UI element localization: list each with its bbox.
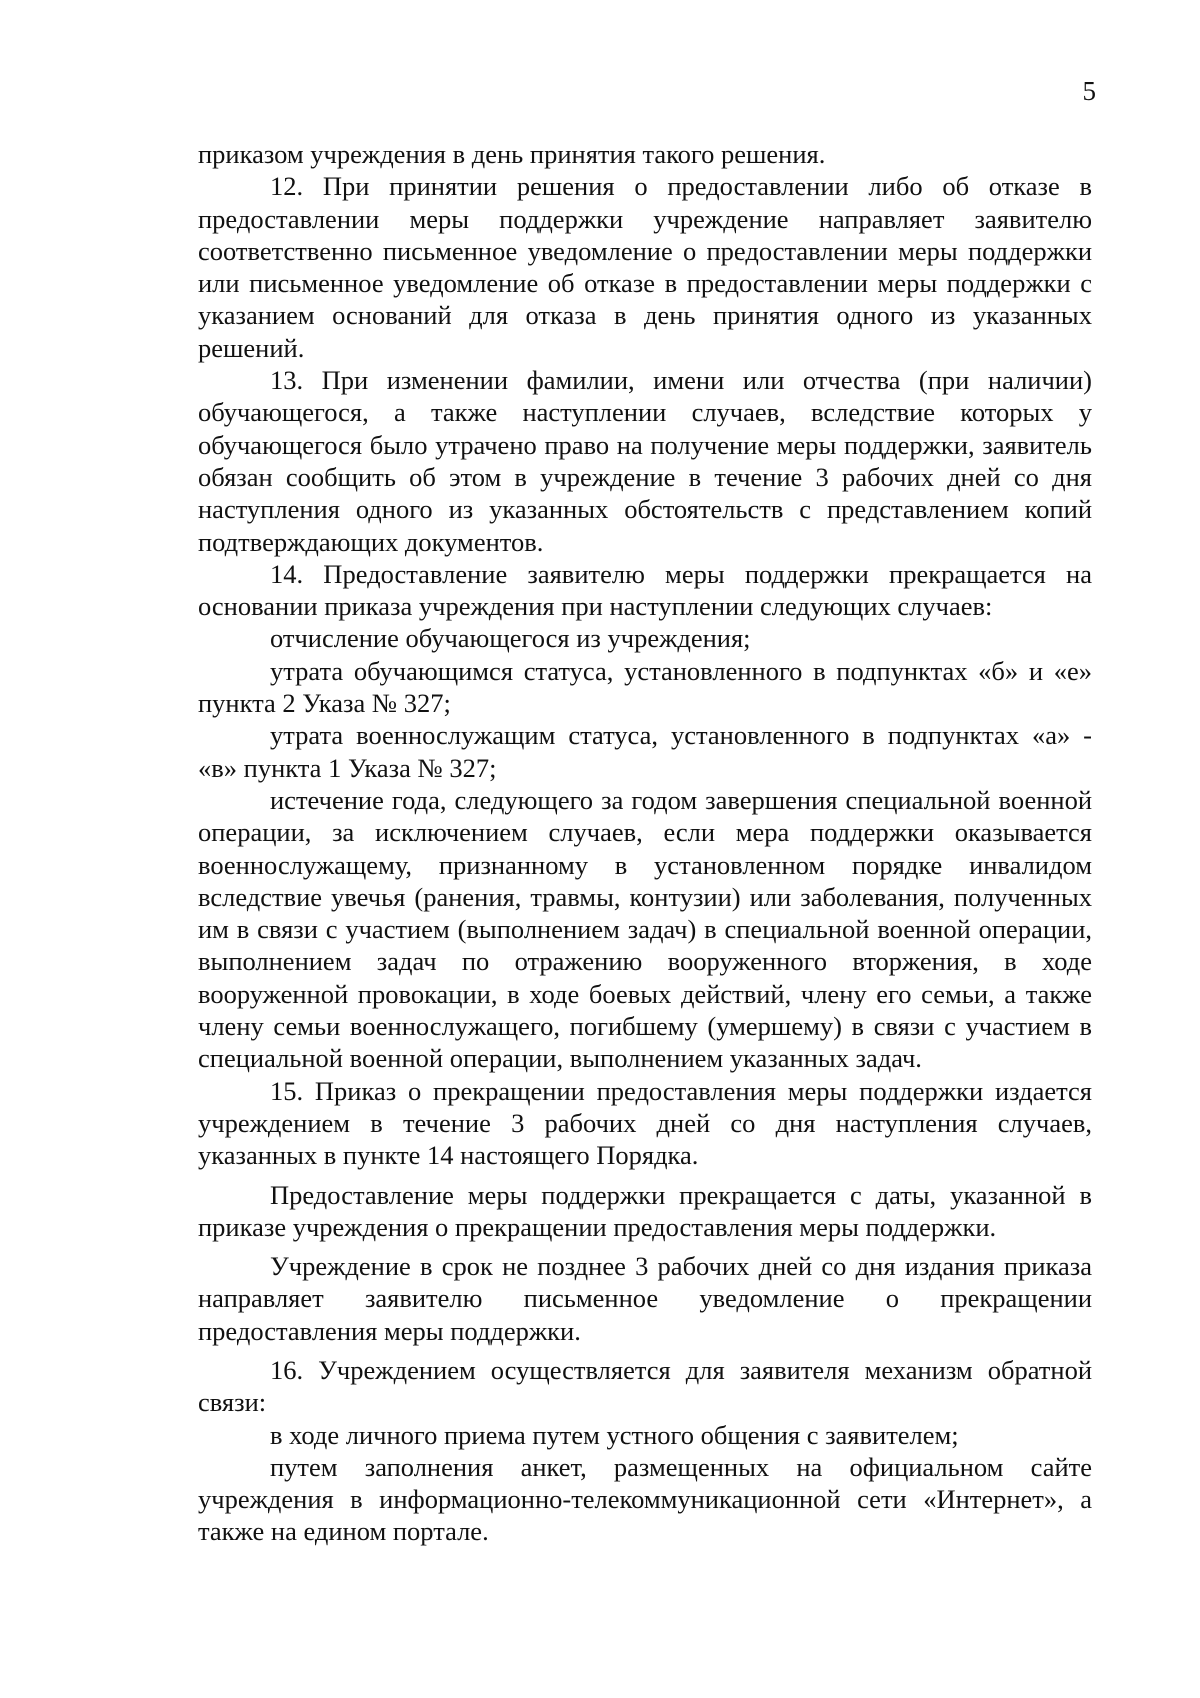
paragraph: Предоставление меры поддержки прекращается с даты, указанной в приказе учреждения о прекращении предоставления меры поддержки. — [198, 1179, 1092, 1242]
paragraph: путем заполнения анкет, размещенных на официальном сайте учреждения в информационно-телекоммуникационной сети «Интернет», а также на едином портале. — [198, 1451, 1092, 1547]
paragraph: в ходе личного приема путем устного общения с заявителем; — [270, 1419, 959, 1450]
paragraph: истечение года, следующего за годом завершения специальной военной операции, за исключением случаев, если мера поддержки оказывается военнослужащему, признанному в установленном порядке инвалидом вследствие увечья (ранения, травмы, контузии) или заболевания, полученных им в связи с участием (выполнением задач) в специальной военной операции, выполнением задач по отражению вооруженного вторжения, в ходе вооруженной провокации, в ходе боевых действий, члену его семьи, а также члену семьи военнослужащего, погибшему (умершему) в связи с участием в специальной военной операции, выполнением указанных задач. — [198, 784, 1092, 1074]
paragraph: 14. Предоставление заявителю меры поддержки прекращается на основании приказа учреждения при наступлении следующих случаев: — [198, 558, 1092, 622]
paragraph: 15. Приказ о прекращении предоставления меры поддержки издается учреждением в течение 3 рабочих дней со дня наступления случаев, указанных в пункте 14 настоящего Порядка. — [198, 1075, 1092, 1171]
paragraph: Учреждение в срок не позднее 3 рабочих дней со дня издания приказа направляет заявителю письменное уведомление о прекращении предоставления меры поддержки. — [198, 1251, 1092, 1346]
paragraph: утрата обучающимся статуса, установленного в подпунктах «б» и «е» пункта 2 Указа № 327; — [198, 655, 1092, 719]
page-number: 5 — [1082, 76, 1096, 106]
paragraph: утрата военнослужащим статуса, установленного в подпунктах «а» - «в» пункта 1 Указа № 327; — [198, 720, 1092, 783]
paragraph: приказом учреждения в день принятия такого решения. — [198, 139, 826, 169]
paragraph: 16. Учреждением осуществляется для заявителя механизм обратной связи: — [198, 1354, 1092, 1418]
document-body — [198, 138, 1092, 1548]
paragraph: отчисление обучающегося из учреждения; — [270, 623, 751, 654]
paragraph: 13. При изменении фамилии, имени или отчества (при наличии) обучающегося, а также наступлении случаев, вследствие которых у обучающегося было утрачено право на получение меры поддержки, заявитель обязан сообщить об этом в учреждение в течение 3 рабочих дней со дня наступления одного из указанных обстоятельств с представлением копий подтверждающих документов. — [198, 365, 1092, 557]
paragraph: 12. При принятии решения о предоставлении либо об отказе в предоставлении меры поддержки учреждение направляет заявителю соответственно письменное уведомление о предоставлении меры поддержки или письменное уведомление об отказе в предоставлении меры поддержки с указанием оснований для отказа в день принятия одного из указанных решений. — [198, 171, 1092, 363]
